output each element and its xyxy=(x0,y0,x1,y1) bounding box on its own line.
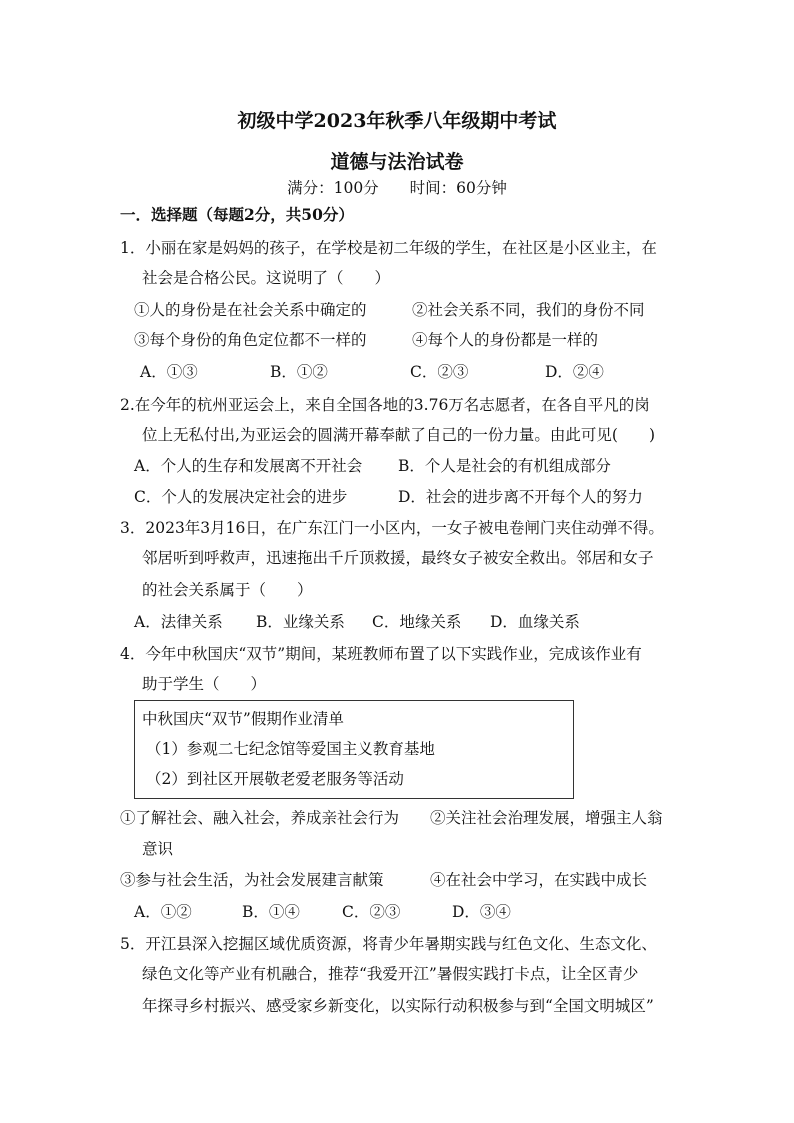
question-stem-line: 绿色文化等产业有机融合，推荐“我爱开江”暑假实践打卡点，让全区青少 xyxy=(142,965,639,983)
option-c: C．个人的发展决定社会的进步 xyxy=(134,488,348,506)
option-b: B．①④ xyxy=(242,903,300,921)
option-a: A．个人的生存和发展离不开社会 xyxy=(134,457,363,475)
option-d: D．血缘关系 xyxy=(490,613,580,631)
option-a: A．法律关系 xyxy=(134,613,223,631)
option-d: D．②④ xyxy=(545,363,604,381)
question-stem-line: 4．今年中秋国庆“双节”期间，某班教师布置了以下实践作业，完成该作业有 xyxy=(120,645,642,663)
statement: ③每个身份的角色定位都不一样的 xyxy=(134,331,367,349)
statement-continuation: 意识 xyxy=(142,840,174,858)
homework-list-item: （1）参观二七纪念馆等爱国主义教育基地 xyxy=(146,740,435,758)
question-stem-line: 助于学生（ ） xyxy=(142,675,267,693)
statement: ④每个人的身份都是一样的 xyxy=(412,331,599,349)
option-b: B．业缘关系 xyxy=(256,613,345,631)
section-heading: 一．选择题（每题2分，共50分） xyxy=(120,205,354,224)
statement: ②关注社会治理发展，增强主人翁 xyxy=(430,809,663,827)
homework-list-title: 中秋国庆“双节”假期作业清单 xyxy=(142,710,344,728)
option-a: A．①③ xyxy=(140,363,198,381)
homework-list-item: （2）到社区开展敬老爱老服务等活动 xyxy=(146,770,404,788)
question-stem-line: 3．2023年3月16日，在广东江门一小区内，一女子被电卷闸门夹住动弹不得。 xyxy=(120,519,664,537)
exam-meta: 满分：100分 时间：60分钟 xyxy=(287,179,507,197)
exam-title: 初级中学2023年秋季八年级期中考试 xyxy=(237,110,557,132)
option-c: C．地缘关系 xyxy=(372,613,462,631)
option-d: D．③④ xyxy=(452,903,511,921)
option-c: C．②③ xyxy=(342,903,401,921)
option-b: B．个人是社会的有机组成部分 xyxy=(398,457,611,475)
question-stem-line: 邻居听到呼救声，迅速拖出千斤顶救援，最终女子被安全救出。邻居和女子 xyxy=(142,549,654,567)
question-stem-line: 2.在今年的杭州亚运会上，来自全国各地的3.76万名志愿者，在各自平凡的岗 xyxy=(120,396,650,414)
statement: ②社会关系不同，我们的身份不同 xyxy=(412,301,645,319)
option-d: D．社会的进步离不开每个人的努力 xyxy=(398,488,643,506)
question-stem-line: 的社会关系属于（ ） xyxy=(142,581,313,599)
exam-subtitle: 道德与法治试卷 xyxy=(330,151,464,173)
question-stem-line: 年探寻乡村振兴、感受家乡新变化，以实际行动积极参与到“全国文明城区” xyxy=(142,997,654,1015)
statement: ④在社会中学习，在实践中成长 xyxy=(430,871,648,889)
question-stem-line: 位上无私付出,为亚运会的圆满开幕奉献了自己的一份力量。由此可见( ) xyxy=(142,426,656,444)
option-b: B．①② xyxy=(270,363,328,381)
statement: ③参与社会生活，为社会发展建言献策 xyxy=(120,871,384,889)
option-a: A．①② xyxy=(134,903,192,921)
statement: ①了解社会、融入社会，养成亲社会行为 xyxy=(120,809,400,827)
option-c: C．②③ xyxy=(410,363,469,381)
question-stem-line: 1．小丽在家是妈妈的孩子，在学校是初二年级的学生，在社区是小区业主，在 xyxy=(120,239,657,257)
question-stem-line: 5．开江县深入挖掘区域优质资源，将青少年暑期实践与红色文化、生态文化、 xyxy=(120,935,657,953)
statement: ①人的身份是在社会关系中确定的 xyxy=(134,301,367,319)
question-stem-line: 社会是合格公民。这说明了（ ） xyxy=(142,269,391,287)
